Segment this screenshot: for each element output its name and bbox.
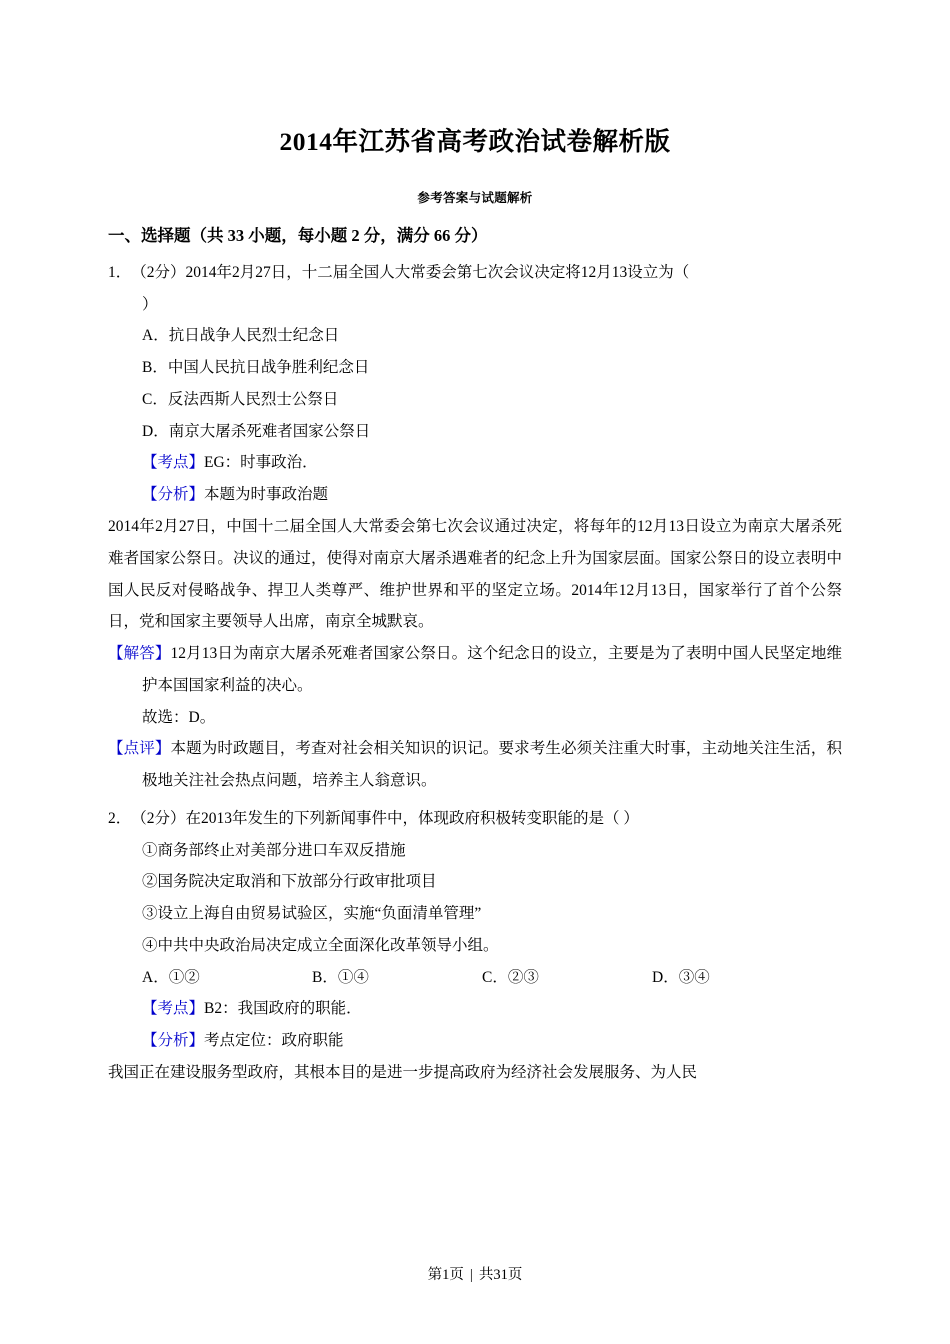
question-1-fenxi-body: 2014年2月27日，中国十二届全国人大常委会第七次会议通过决定，将每年的12月13日设立为南京大屠杀死难者国家公祭日。决议的通过，使得对南京大屠杀遇难者的纪念上升为国家层面。国家公祭日的设立表明中国人民反对侵略战争、捍卫人类尊严、维护世界和平的坚定立场。2014年12月13日，国家举行了首个公祭日，党和国家主要领导人出席，南京全城默哀。 [108, 518, 842, 631]
question-2-item-3: ③设立上海自由贸易试验区，实施“负面清单管理” [142, 905, 482, 923]
question-1-option-d[interactable]: D．南京大屠杀死难者国家公祭日 [142, 422, 371, 440]
fenxi-tag: 【分析】 [142, 1032, 205, 1050]
section-heading: 一、选择题（共 33 小题，每小题 2 分，满分 66 分） [108, 226, 488, 245]
kaodian-tag: 【考点】 [142, 454, 205, 472]
question-1-fenxi [108, 479, 842, 511]
question-2-option-b[interactable]: B．①④ [312, 968, 369, 986]
kaodian-tag: 【考点】 [142, 1000, 205, 1018]
question-2 [108, 803, 842, 1089]
fenxi-text: 本题为时事政治题 [204, 486, 329, 504]
fenxi-tag: 【分析】 [142, 486, 205, 504]
question-2-fenxi-body: 我国正在建设服务型政府，其根本目的是进一步提高政府为经济社会发展服务、为人民 [108, 1064, 698, 1082]
question-2-item-2: ②国务院决定取消和下放部分行政审批项目 [142, 873, 437, 891]
question-2-kaodian [108, 993, 842, 1025]
question-1-number: 1． [108, 263, 132, 281]
question-1-stem-text: 2014年2月27日，十二届全国人大常委会第七次会议决定将12月13设立为（ [185, 263, 690, 281]
question-2-option-d[interactable]: D．③④ [652, 968, 710, 986]
question-1-dianping [108, 733, 842, 797]
jieda-tag: 【解答】 [108, 645, 171, 663]
question-1-score: （2分） [131, 263, 186, 281]
question-1-option-a[interactable]: A．抗日战争人民烈士纪念日 [142, 327, 340, 345]
question-1-jieda [108, 638, 842, 702]
question-1-kaodian [108, 447, 842, 479]
page-title: 2014年江苏省高考政治试卷解析版 [279, 127, 671, 156]
footer-page-label: 第1页 [427, 1267, 464, 1283]
question-1-stem-cont: ） [142, 295, 158, 313]
question-1-answer: 故选：D。 [142, 708, 216, 726]
question-2-score: （2分） [131, 809, 186, 827]
question-1-option-b[interactable]: B．中国人民抗日战争胜利纪念日 [142, 359, 370, 377]
question-1-stem [108, 257, 842, 289]
question-1-option-c[interactable]: C．反法西斯人民烈士公祭日 [142, 390, 339, 408]
question-2-option-a[interactable]: A．①② [142, 968, 200, 986]
footer-separator: | [469, 1267, 473, 1283]
question-2-item-4: ④中共中央政治局决定成立全面深化改革领导小组。 [142, 936, 499, 954]
question-2-fenxi [108, 1025, 842, 1057]
page-footer [0, 1263, 950, 1284]
question-2-number: 2． [108, 809, 132, 827]
document-subtitle: 参考答案与试题解析 [417, 191, 533, 205]
question-2-options [108, 962, 842, 994]
kaodian-text: B2：我国政府的职能． [204, 1000, 362, 1018]
dianping-tag: 【点评】 [108, 740, 171, 758]
question-2-option-c[interactable]: C．②③ [482, 968, 539, 986]
jieda-text: 12月13日为南京大屠杀死难者国家公祭日。这个纪念日的设立，主要是为了表明中国人民坚定地维护本国国家利益的决心。 [142, 645, 842, 694]
kaodian-text: EG：时事政治． [204, 454, 318, 472]
question-2-stem-text: 在2013年发生的下列新闻事件中，体现政府积极转变职能的是（ ） [185, 809, 639, 827]
dianping-text: 本题为时政题目，考查对社会相关知识的识记。要求考生必须关注重大时事，主动地关注生活，积极地关注社会热点问题，培养主人翁意识。 [142, 740, 842, 790]
question-1 [108, 257, 842, 797]
question-2-stem [108, 803, 842, 835]
question-2-item-1: ①商务部终止对美部分进口车双反措施 [142, 841, 406, 859]
fenxi-text: 考点定位：政府职能 [204, 1032, 344, 1050]
footer-total-label: 共31页 [478, 1267, 523, 1283]
